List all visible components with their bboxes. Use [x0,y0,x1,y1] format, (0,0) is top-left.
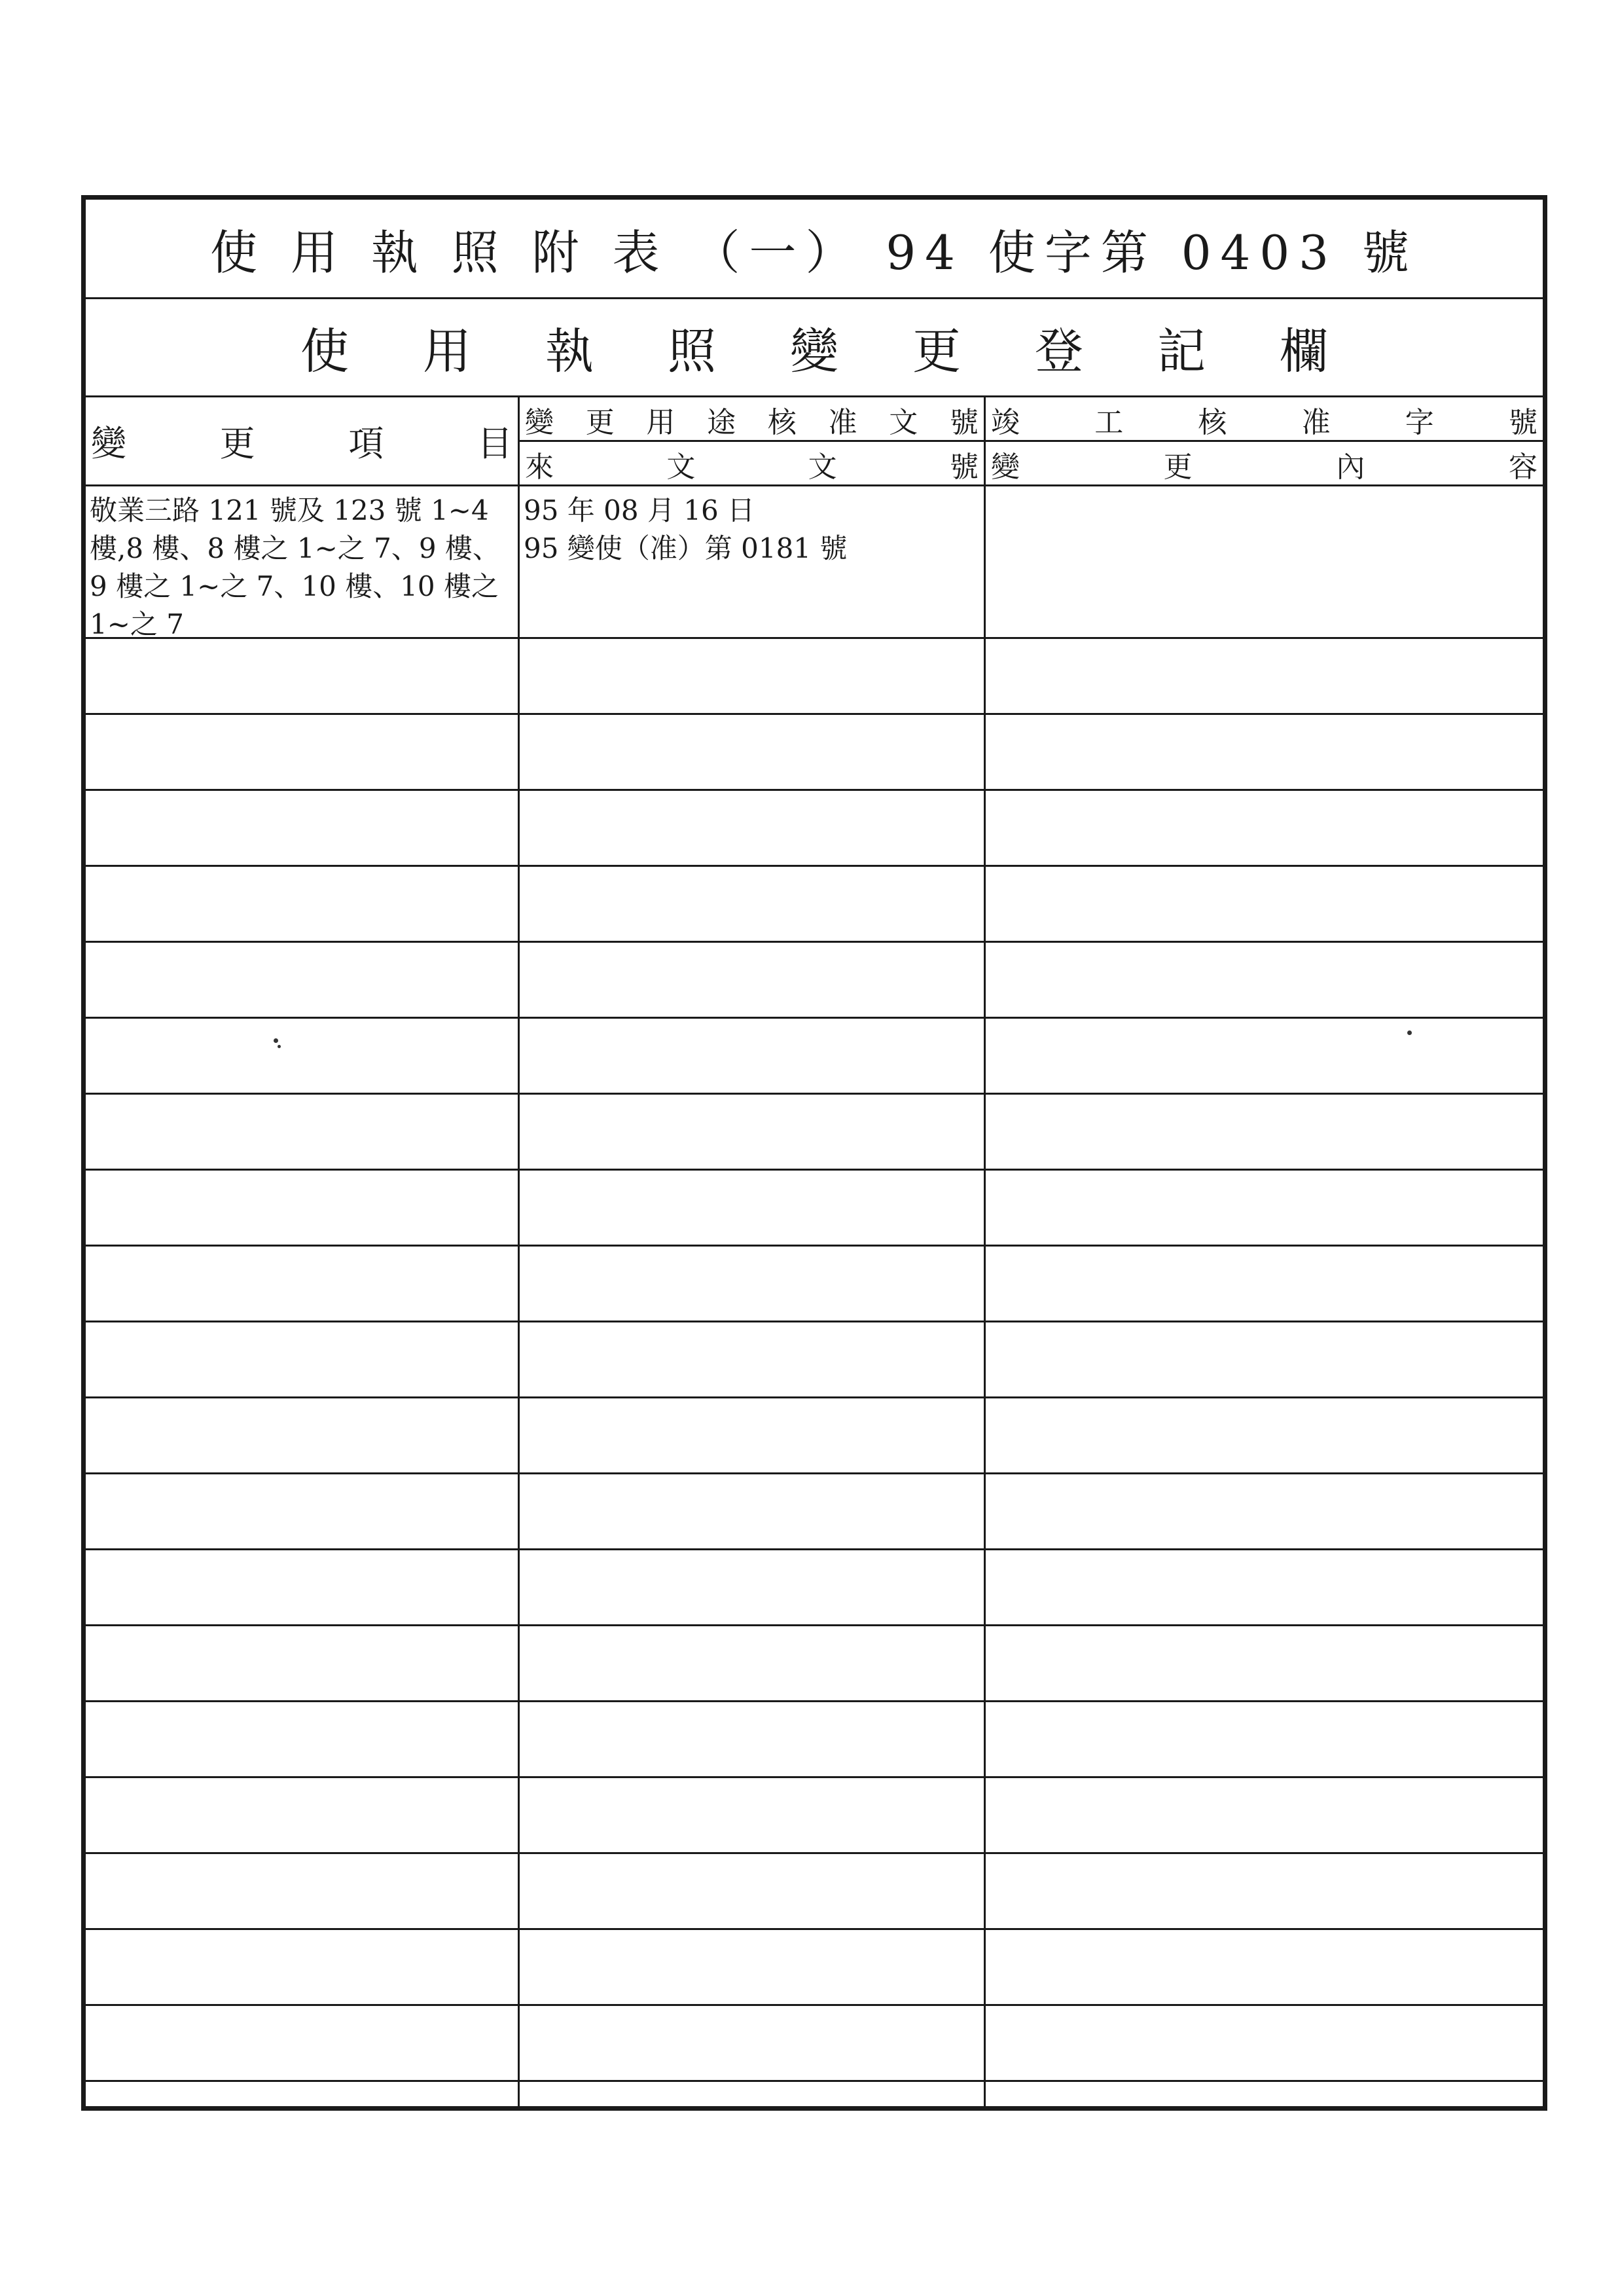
table-row [86,791,518,867]
scan-speck [278,1045,281,1048]
section-title-char: 變 [790,323,838,380]
table-row [986,1702,1543,1778]
table-row [86,1095,518,1171]
header-incoming-char: 文 [808,450,837,484]
table-row [86,715,518,791]
header-approval-char: 核 [767,406,797,439]
table-row [520,486,984,639]
column-document [520,486,986,2106]
table-row [986,1854,1543,1930]
table-row [520,1854,984,1930]
table-row [986,867,1543,943]
table-row [86,1019,518,1095]
header-item-char: 變 [91,423,126,464]
table-row [986,2006,1543,2082]
register-grid [86,486,1543,2106]
table-row [520,639,984,715]
table-row [986,943,1543,1019]
header-change-item [86,397,520,486]
header-content-char: 容 [1508,450,1537,484]
table-row [986,2082,1543,2106]
table-row [86,1702,518,1778]
table-row [986,1247,1543,1322]
header-content-char: 內 [1336,450,1365,484]
table-row [86,1930,518,2006]
header-approval-char: 更 [585,406,615,439]
header-approval-char: 號 [949,406,979,439]
table-row [520,943,984,1019]
header-completion-char: 准 [1301,406,1331,439]
table-row [86,943,518,1019]
table-row [520,1019,984,1095]
table-row [986,1930,1543,2006]
header-document [520,397,986,486]
header-approval-char: 途 [707,406,736,439]
table-row [520,1702,984,1778]
header-content-char: 更 [1163,450,1193,484]
header-completion-char: 號 [1508,406,1537,439]
section-title-char: 用 [423,323,471,380]
table-row [520,867,984,943]
table-row [86,2006,518,2082]
table-row [986,1778,1543,1854]
table-row [986,486,1543,639]
section-title-char: 欄 [1280,323,1328,380]
scan-speck [274,1038,278,1043]
table-row [986,1171,1543,1247]
table-row [520,1778,984,1854]
table-row [986,1095,1543,1171]
header-completion-char: 核 [1198,406,1227,439]
section-title-char: 使 [300,323,349,380]
header-completion-char: 工 [1094,406,1124,439]
header-item-char: 更 [219,423,255,464]
table-row [86,1247,518,1322]
section-title-char: 記 [1157,323,1206,380]
column-content [986,486,1543,2106]
table-row [986,715,1543,791]
document-cell: 95 年 08 月 16 日 95 變使（准）第 0181 號 [524,494,848,564]
table-row [86,1171,518,1247]
header-approval-char: 文 [889,406,918,439]
table-row [520,1247,984,1322]
header-completion-char: 竣 [991,406,1020,439]
table-row [86,639,518,715]
table-row [86,1550,518,1626]
table-row [520,2082,984,2106]
table-row [86,1474,518,1550]
table-row [86,1626,518,1702]
table-row [986,1550,1543,1626]
header-completion [986,397,1543,486]
table-row [520,2006,984,2082]
table-row [86,1778,518,1854]
usage-permit-form [81,195,1547,2111]
table-row [986,1019,1543,1095]
table-row [520,1474,984,1550]
header-approval-char: 准 [828,406,857,439]
section-title [86,299,1543,397]
header-content-char: 變 [991,450,1020,484]
header-approval-char: 變 [525,406,554,439]
table-row [520,1398,984,1474]
table-row [86,486,518,639]
table-row [86,2082,518,2106]
header-incoming-char: 來 [525,450,554,484]
table-row [520,1095,984,1171]
table-row [520,1930,984,2006]
table-row [520,791,984,867]
table-row [986,1398,1543,1474]
table-row [986,1626,1543,1702]
table-row [520,1550,984,1626]
table-row [520,1322,984,1398]
table-row [986,1474,1543,1550]
change-item-cell: 敬業三路 121 號及 123 號 1~4 樓,8 樓、8 樓之 1~之 7、9 樓、9 樓之 1~之 7、10 樓、10 樓之 1~之 7 [90,494,508,640]
table-row [986,791,1543,867]
scan-speck [1407,1030,1412,1035]
section-title-char: 執 [545,323,594,380]
header-approval-char: 用 [646,406,675,439]
table-row [520,1626,984,1702]
table-row [86,1398,518,1474]
section-title-char: 照 [668,323,716,380]
table-row [986,1322,1543,1398]
header-incoming-char: 文 [666,450,696,484]
header-item-char: 目 [476,423,512,464]
table-row [86,1322,518,1398]
column-change-item [86,486,520,2106]
table-row [520,715,984,791]
header-completion-char: 字 [1405,406,1434,439]
table-row [986,639,1543,715]
section-title-char: 登 [1035,323,1083,380]
form-title: 使 用 執 照 附 表 （一） 94 使字第 0403 號 [86,200,1543,299]
table-row [520,1171,984,1247]
table-row [86,867,518,943]
header-incoming-char: 號 [949,450,979,484]
header-item-char: 項 [348,423,384,464]
section-title-char: 更 [912,323,961,380]
content-cell [986,486,1543,492]
table-row [86,1854,518,1930]
